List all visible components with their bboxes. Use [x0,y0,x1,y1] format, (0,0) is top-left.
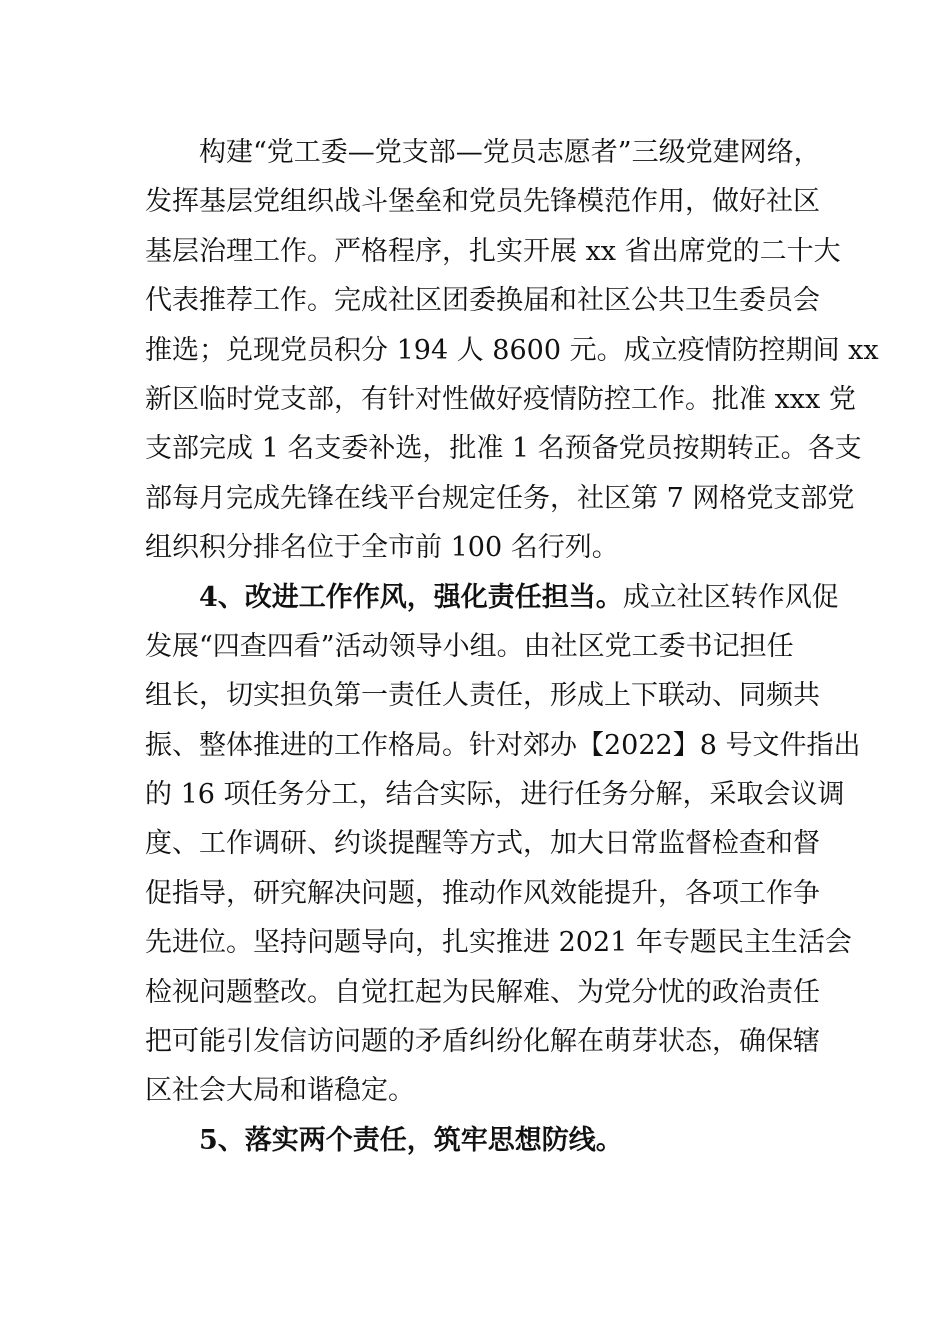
document-body [145,128,879,1165]
text-line: 基层治理工作。严格程序，扎实开展 xx 省出席党的二十大 [145,235,841,267]
text-line: 推选；兑现党员积分 194 人 8600 元。成立疫情防控期间 xx [145,334,879,366]
text-line: 区社会大局和谐稳定。 [145,1075,415,1107]
paragraph-two-responsibilities [145,1116,825,1165]
section-heading-4: 4、改进工作作风，强化责任担当。 [199,581,623,613]
text-line: 的 16 项任务分工，结合实际，进行任务分解，采取会议调 [145,779,845,811]
paragraph-work-style [145,573,861,1116]
text-line: 检视问题整改。自觉扛起为民解难、为党分忧的政治责任 [145,976,820,1008]
text-line: 组织积分排名位于全市前 100 名行列。 [145,532,619,564]
text-line: 发展“四查四看”活动领导小组。由社区党工委书记担任 [145,630,794,662]
text-run: 成立社区转作风促 [622,581,839,613]
text-line: 部每月完成先锋在线平台规定任务，社区第 7 网格党支部党 [145,482,855,514]
text-line: 促指导，研究解决问题，推动作风效能提升，各项工作争 [145,877,820,909]
section-heading-5: 5、落实两个责任，筑牢思想防线。 [199,1124,623,1156]
text-line: 构建“党工委—党支部—党员志愿者”三级党建网络， [199,137,821,168]
text-line: 组长，切实担负第一责任人责任，形成上下联动、同频共 [145,680,820,712]
text-line: 先进位。坚持问题导向，扎实推进 2021 年专题民主生活会 [145,927,852,959]
text-line: 新区临时党支部，有针对性做好疫情防控工作。批准 xxx 党 [145,383,856,415]
text-line: 振、整体推进的工作格局。针对郊办【2022】8 号文件指出 [145,729,861,761]
text-line: 把可能引发信访问题的矛盾纠纷化解在萌芽状态，确保辖 [145,1026,820,1058]
text-line: 支部完成 1 名支委补选，批准 1 名预备党员按期转正。各支 [145,433,862,465]
text-line: 度、工作调研、约谈提醒等方式，加大日常监督检查和督 [145,828,820,860]
text-line: 代表推荐工作。完成社区团委换届和社区公共卫生委员会 [145,285,820,317]
paragraph-party-network [145,128,879,573]
section-heading-line [145,573,839,622]
text-line: 发挥基层党组织战斗堡垒和党员先锋模范作用，做好社区 [145,186,820,218]
